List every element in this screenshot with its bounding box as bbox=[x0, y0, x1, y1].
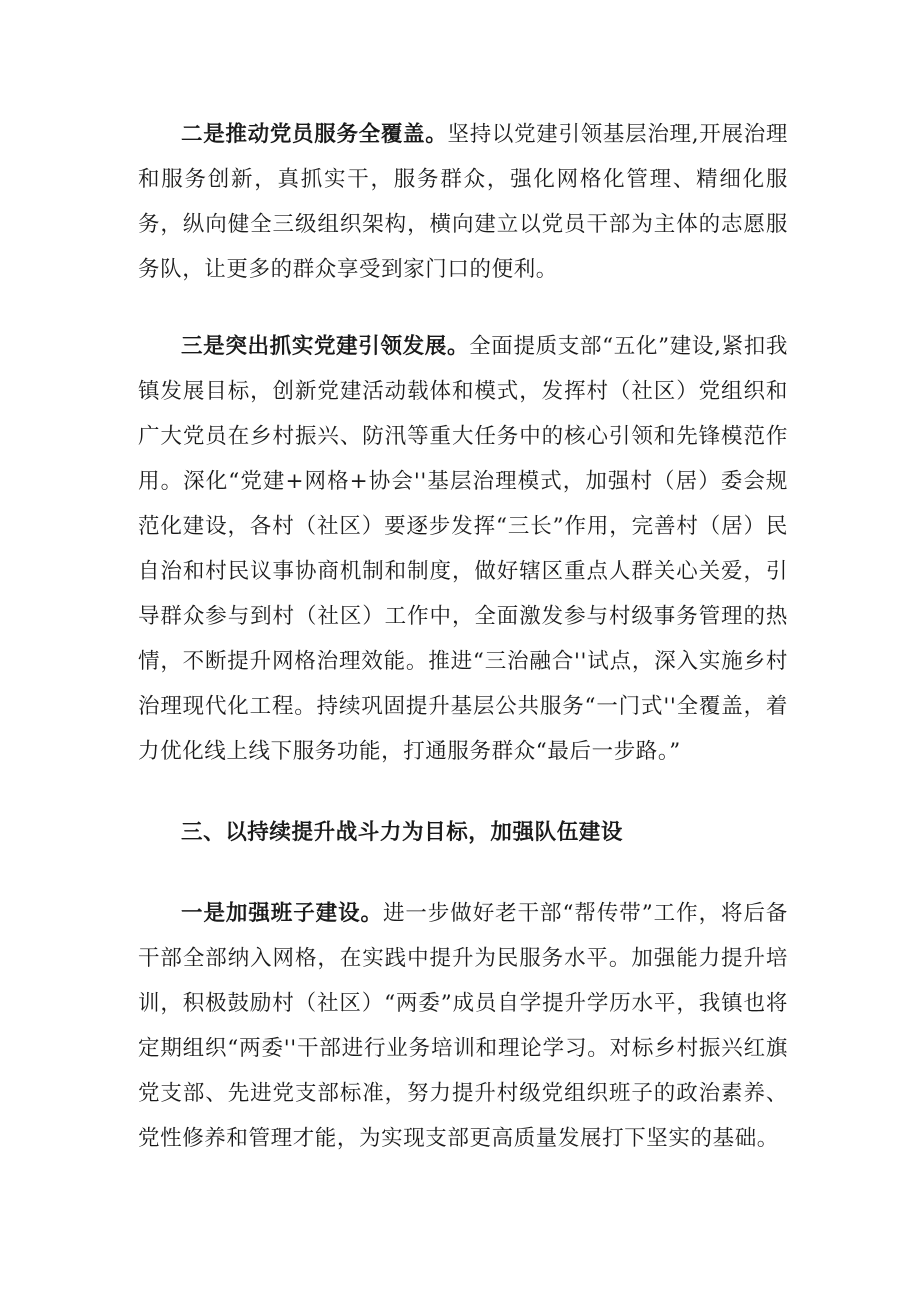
paragraph-body: 坚持以党建引领基层治理,开展治理和服务创新，真抓实干，服务群众，强化网格化管理、精细化服务，纵向健全三级组织架构，横向建立以党员干部为主体的志愿服务队，让更多的群众享受到家门口的便利。 bbox=[138, 122, 789, 282]
paragraph-lead: 二是推动党员服务全覆盖。 bbox=[181, 122, 448, 147]
paragraph-body: 全面提质支部“五化”建设,紧扣我镇发展目标，创新党建活动载体和模式，发挥村（社区）党组织和广大党员在乡村振兴、防汛等重大任务中的核心引领和先锋模范作用。深化“党建+网格+协会''基层治理模式，加强村（居）委会规范化建设，各村（社区）要逐步发挥“三长”作用，完善村（居）民自治和村民议事协商机制和制度，做好辖区重点人群关心关爱，引导群众参与到村（社区）工作中，全面激发参与村级事务管理的热情，不断提升网格治理效能。推进“三治融合''试点，深入实施乡村治理现代化工程。持续巩固提升基层公共服务“一门式''全覆盖，着力优化线上线下服务功能，打通服务群众“最后一步路。” bbox=[138, 334, 788, 764]
document-page bbox=[138, 112, 788, 1161]
paragraph-team-building bbox=[138, 891, 788, 1161]
paragraph-party-service bbox=[138, 112, 788, 292]
paragraph-lead: 一是加强班子建设。 bbox=[181, 901, 383, 926]
section-heading: 三、以持续提升战斗力为目标，加强队伍建设 bbox=[181, 820, 624, 845]
paragraph-body: 进一步做好老干部“帮传带”工作，将后备干部全部纳入网格，在实践中提升为民服务水平。加强能力提升培训，积极鼓励村（社区）“两委”成员自学提升学历水平，我镇也将定期组织“两委''干部进行业务培训和理论学习。对标乡村振兴红旗党支部、先进党支部标准，努力提升村级党组织班子的政治素养、党性修养和管理才能，为实现支部更高质量发展打下坚实的基础。 bbox=[138, 901, 788, 1151]
paragraph-party-development bbox=[138, 324, 788, 774]
paragraph-lead: 三是突出抓实党建引领发展。 bbox=[181, 334, 470, 359]
